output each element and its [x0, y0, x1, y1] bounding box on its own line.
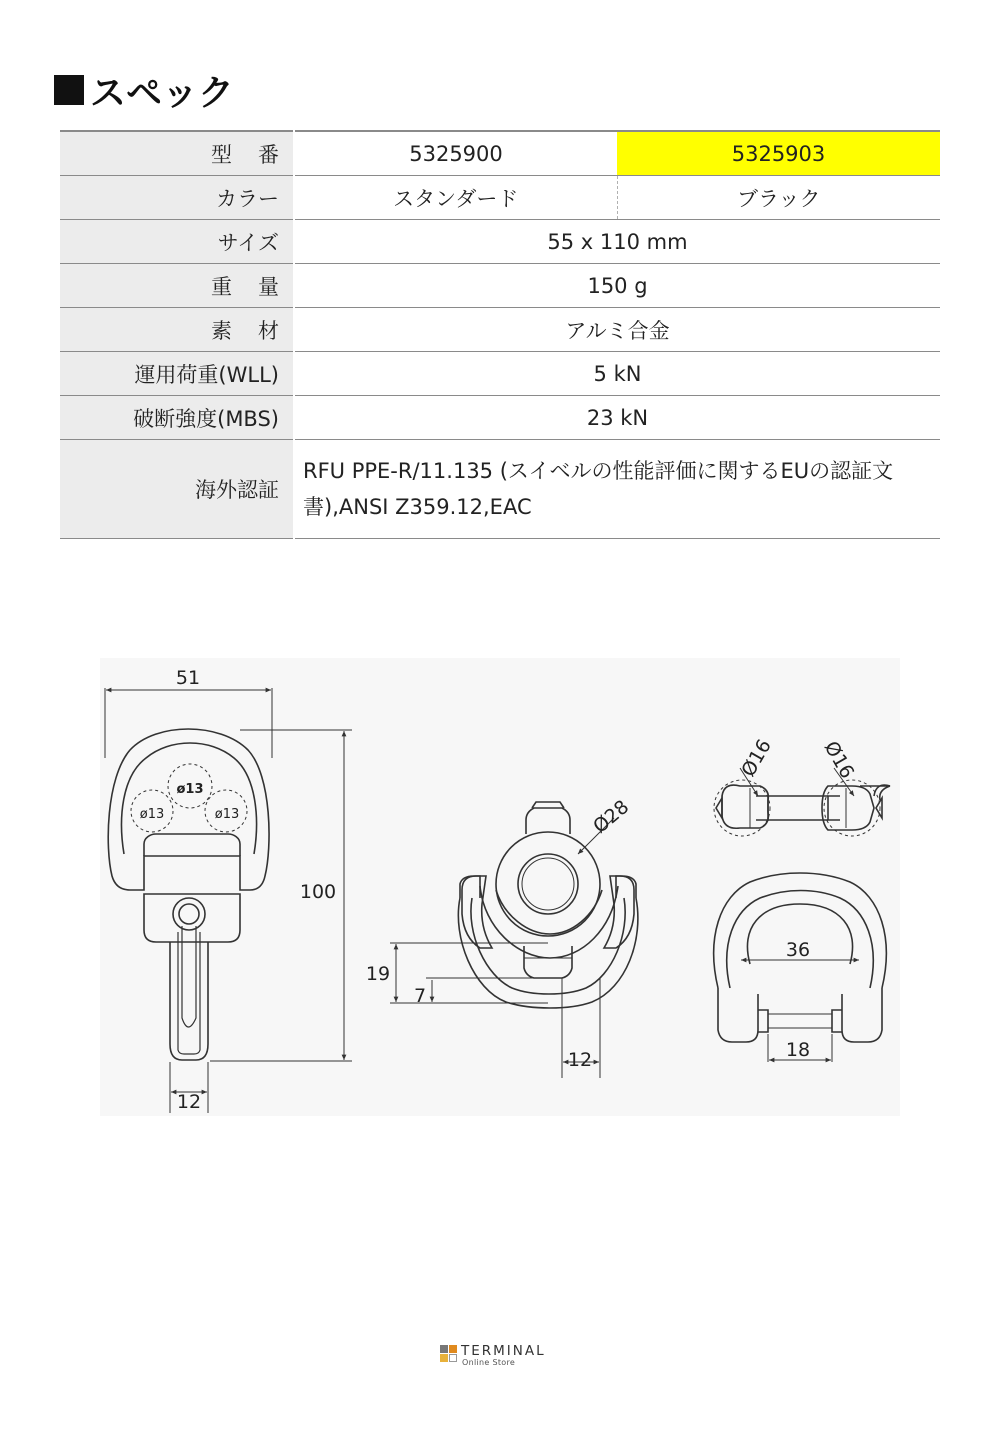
logo-subtitle: Online Store [462, 1358, 516, 1367]
spec-label: カラー [60, 176, 294, 220]
dim-pin-right-label: Ø16 [819, 737, 859, 783]
spec-label: サイズ [60, 220, 294, 264]
front-view-outline [108, 729, 269, 1060]
logo-brand: TERMINAL [461, 1343, 546, 1359]
spec-row-size [60, 220, 940, 264]
spec-row-certification [60, 440, 940, 539]
dim-18-label: 18 [785, 1039, 811, 1061]
spec-label: 海外認証 [60, 440, 294, 539]
side-view-outline [458, 802, 638, 1008]
technical-drawing-svg [100, 658, 900, 1116]
spec-value: ブラック [617, 176, 940, 220]
terminal-logo-icon [440, 1345, 458, 1363]
spec-value: アルミ合金 [565, 318, 670, 343]
spec-row-material [60, 308, 940, 352]
spec-row-color [60, 176, 940, 220]
dim-7-label: 7 [413, 985, 427, 1007]
dim-diameter-label: Ø28 [589, 795, 634, 838]
dim-hole-label: ø13 [214, 807, 240, 822]
dim-width-label: 51 [175, 667, 201, 689]
dim-shank-label: 12 [176, 1091, 202, 1113]
spec-value: 5325900 [409, 141, 503, 166]
spec-label: 重量 [60, 264, 294, 308]
dim-height-label: 100 [299, 881, 337, 903]
technical-drawing [100, 658, 900, 1116]
section-title [54, 66, 234, 114]
spec-value: 5 kN [593, 361, 642, 386]
spec-label: 型番 [60, 131, 294, 176]
spec-value: 55 x 110 mm [547, 229, 688, 254]
dim-hole-label: ø13 [176, 782, 204, 797]
dim-36-label: 36 [785, 939, 811, 961]
spec-row-wll [60, 352, 940, 396]
footer-logo [440, 1345, 560, 1371]
spec-label: 破断強度(MBS) [60, 396, 294, 440]
spec-value-highlighted: 5325903 [617, 131, 940, 176]
spec-label: 素材 [60, 308, 294, 352]
spec-value: 150 g [587, 273, 648, 298]
spec-row-model [60, 131, 940, 176]
top-view-outline [716, 785, 890, 830]
dim-19-label: 19 [365, 963, 391, 985]
section-title-text: スペック [90, 72, 235, 114]
dim-hole-label: ø13 [139, 807, 165, 822]
spec-table [60, 130, 940, 539]
spec-value: RFU PPE-R/11.135 (スイベルの性能評価に関するEUの認証文書),ANSI Z359.12,EAC [303, 459, 894, 519]
dim-12-label: 12 [567, 1049, 593, 1071]
spec-value: スタンダード [393, 186, 519, 211]
side-view-dimensions [390, 818, 614, 1078]
dim-pin-left-label: Ø16 [737, 735, 776, 781]
spec-label: 運用荷重(WLL) [60, 352, 294, 396]
black-square-icon [54, 75, 84, 105]
spec-row-mbs [60, 396, 940, 440]
spec-value: 23 kN [586, 405, 649, 430]
spec-row-weight [60, 264, 940, 308]
